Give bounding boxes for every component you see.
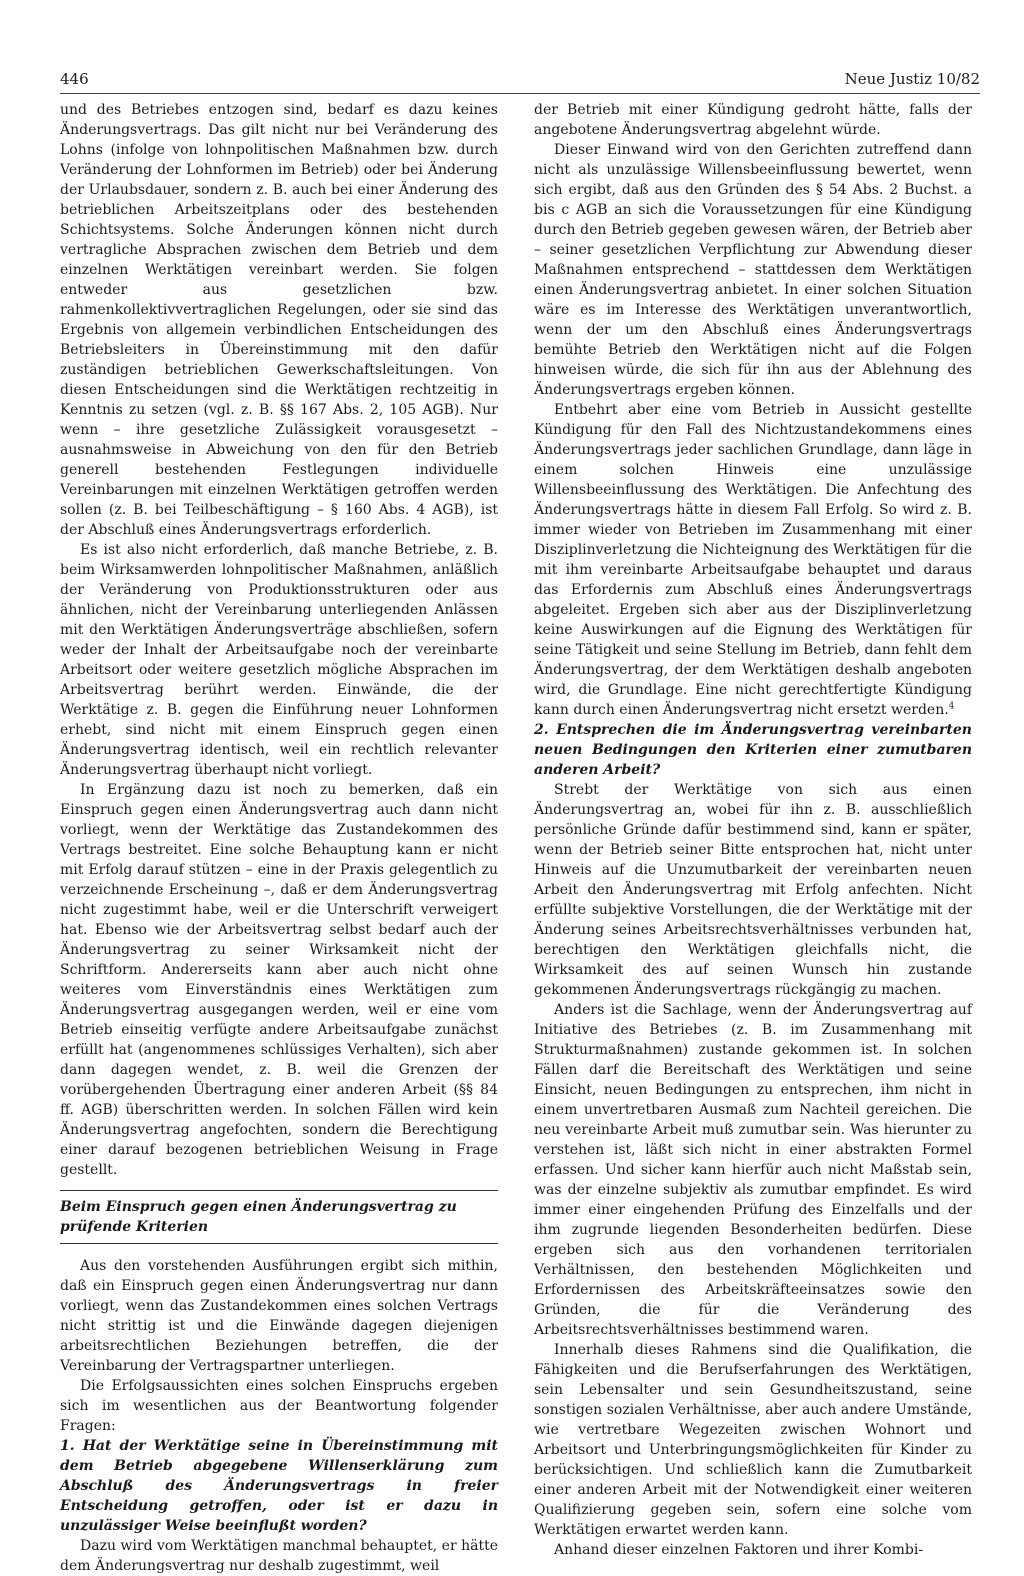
- left-column: [60, 100, 498, 1574]
- paragraph-text: Entbehrt aber eine vom Betrieb in Aussicht gestellte Kündigung für den Fall des Nichtzustandekommens eines Änderungsvertrags jeder sachlichen Grundlage, dann läge in einem solchen Hinweis eine unzulässige Willensbeeinflussung des Werktätigen. Die Anfechtung des Änderungsvertrags hätte in diesem Fall Erfolg. So wird z. B. immer wieder von Betrieben im Zusammenhang mit einer Disziplinverletzung die Nichteignung des Werktätigen für die mit ihm vereinbarte Arbeitsaufgabe behauptet und daraus das Erfordernis zum Abschluß eines Änderungsvertrags abgeleitet. Ergeben sich aber aus der Disziplinverletzung keine Auswirkungen auf die Eignung des Werktätigen für seine Tätigkeit und seine Stellung im Betrieb, dann fehlt dem Änderungsvertrag, der dem Werktätigen deshalb angeboten wird, die Grundlage. Eine nicht gerechtfertigte Kündigung kann durch einen Änderungsvertrag nicht ersetzt werden.: [534, 402, 972, 718]
- paragraph: Innerhalb dieses Rahmens sind die Qualifikation, die Fähigkeiten und die Berufserfahrungen des Werktätigen, sein Lebensalter und sein Gesundheitszustand, seine sonstigen sozialen Verhältnisse, aber auch andere Umstände, wie vertretbare Wegezeiten zwischen Wohnort und Arbeitsort und Unterbringungsmöglichkeiten für Kinder zu berücksichtigen. Und schließlich kann die Zumutbarkeit einer anderen Arbeit mit der Notwendigkeit einer weiteren Qualifizierung gegeben sein, sofern eine solche vom Werktätigen erwartet werden kann.: [534, 1342, 972, 1538]
- paragraph: In Ergänzung dazu ist noch zu bemerken, daß ein Einspruch gegen einen Änderungsvertrag auch dann nicht vorliegt, wenn der Werktätige das Zustandekommen des Vertrags bestreitet. Eine solche Behauptung kann er nicht mit Erfolg darauf stützen – eine in der Praxis gelegentlich zu verzeichnende Erscheinung –, daß er dem Änderungsvertrag nicht zugestimmt habe, weil er die Unterschrift verweigert hat. Ebenso wie der Arbeitsvertrag selbst bedarf auch der Änderungsvertrag zu seiner Wirksamkeit nicht der Schriftform. Andererseits kann aber auch nicht ohne weiteres vom Einverständnis eines Werktätigen zum Änderungsvertrag ausgegangen werden, weil er eine vom Betrieb einseitig verfügte andere Arbeitsaufgabe zunächst erfüllt hat (angenommenes schlüssiges Verhalten), sich aber dann dagegen wendet, z. B. weil die Grenzen der vorübergehenden Übertragung einer anderen Arbeit (§§ 84 ff. AGB) überschritten werden. In solchen Fällen wird kein Änderungsvertrag angefochten, sondern die Berechtigung einer darauf bezogenen betrieblichen Weisung in Frage gestellt.: [60, 782, 498, 1178]
- paragraph: Strebt der Werktätige von sich aus einen Änderungsvertrag an, wobei für ihn z. B. ausschließlich persönliche Gründe dafür bestimmend sind, kann er später, wenn der Betrieb seiner Bitte entsprochen hat, nicht unter Hinweis auf die Unzumutbarkeit der vereinbarten neuen Arbeit den Änderungsvertrag mit Erfolg anfechten. Nicht erfüllte subjektive Vorstellungen, die der Werktätige mit der Änderung seines Arbeitsrechtsverhältnisses verbunden hat, berechtigen den Werktätigen gleichfalls nicht, die Wirksamkeit des auf seinen Wunsch hin zustande gekommenen Änderungsvertrags rückgängig zu machen.: [534, 782, 972, 998]
- question-2: 2. Entsprechen die im Änderungsvertrag vereinbarten neuen Bedingungen den Kriterien einer zumutbaren anderen Arbeit?: [534, 722, 972, 778]
- paragraph: Dazu wird vom Werktätigen manchmal behauptet, er hätte dem Änderungsvertrag nur deshalb zugestimmt, weil: [60, 1538, 498, 1574]
- paragraph: Dieser Einwand wird von den Gerichten zutreffend dann nicht als unzulässige Willensbeeinflussung bewertet, wenn sich ergibt, daß aus den Gründen des § 54 Abs. 2 Buchst. a bis c AGB an sich die Voraussetzungen für eine Kündigung durch den Betrieb gegeben gewesen wären, der Betrieb aber – seiner gesetzlichen Verpflichtung zur Abwendung dieser Maßnahmen entsprechend – stattdessen dem Werktätigen einen Änderungsvertrag anbietet. In einer solchen Situation wäre es im Interesse des Werktätigen unverantwortlich, wenn der um den Abschluß eines Änderungsvertrags bemühte Betrieb den Werktätigen nicht auf die Folgen hinweisen würde, die sich für ihn aus der Ablehnung des Änderungsvertrags ergeben können.: [534, 142, 972, 398]
- footnote-marker: 4: [948, 701, 955, 712]
- paragraph: Es ist also nicht erforderlich, daß manche Betriebe, z. B. beim Wirksamwerden lohnpolitischer Maßnahmen, anläßlich der Veränderung von Produktionsstrukturen oder aus ähnlichen, nicht der Vereinbarung unterliegenden Anlässen mit den Werktätigen Änderungsverträge abschließen, sofern weder der Inhalt der Arbeitsaufgabe noch der vereinbarte Arbeitsort oder weitere gesetzlich mögliche Absprachen im Arbeitsvertrag berührt werden. Einwände, die der Werktätige z. B. gegen die Einführung neuer Lohnformen erhebt, sind nicht mit einem Einspruch gegen einen Änderungsvertrag identisch, weil ein rechtlich relevanter Änderungsvertrag überhaupt nicht vorliegt.: [60, 542, 498, 778]
- paragraph: und des Betriebes entzogen sind, bedarf es dazu keines Änderungsvertrags. Das gilt nicht nur bei Veränderung des Lohns (infolge von lohnpolitischen Maßnahmen bzw. durch Veränderung der Lohnformen im Betrieb) oder bei Änderung der Urlaubsdauer, sondern z. B. auch bei einer Änderung des betrieblichen Arbeitszeitplans oder des bestehenden Schichtsystems. Solche Änderungen können nicht durch vertragliche Absprachen zwischen dem Betrieb und dem einzelnen Werktätigen vereinbart werden. Sie folgen entweder aus gesetzlichen bzw. rahmenkollektivvertraglichen Regelungen, oder sie sind das Ergebnis von allgemein verbindlichen Entscheidungen des Betriebsleiters in Übereinstimmung mit den dafür zuständigen betrieblichen Gewerkschaftsleitungen. Von diesen Entscheidungen sind die Werktätigen rechtzeitig in Kenntnis zu setzen (vgl. z. B. §§ 167 Abs. 2, 105 AGB). Nur wenn – ihre gesetzliche Zulässigkeit vorausgesetzt – ausnahmsweise in Abweichung von den für den Betrieb generell bestehenden Festlegungen individuelle Vereinbarungen mit einzelnen Werktätigen getroffen werden sollen (z. B. bei Teilbeschäftigung – § 160 Abs. 4 AGB), ist der Abschluß eines Änderungsvertrags erforderlich.: [60, 102, 498, 538]
- journal-issue: Neue Justiz 10/82: [844, 70, 980, 88]
- question-1: 1. Hat der Werktätige seine in Übereinstimmung mit dem Betrieb abgegebene Willenserklärung zum Abschluß des Änderungsvertrags in freier Entscheidung getroffen, oder ist er dazu in unzulässiger Weise beeinflußt worden?: [60, 1438, 498, 1534]
- right-column: [534, 100, 972, 1558]
- paragraph: Anders ist die Sachlage, wenn der Änderungsvertrag auf Initiative des Betriebes (z. B. im Zusammenhang mit Strukturmaßnahmen) zustande gekommen ist. In solchen Fällen darf die Bereitschaft des Werktätigen und seine Einsicht, neuen Bedingungen zu entsprechen, ihm nicht in einem unvertretbaren Ausmaß zum Nachteil gereichen. Die neu vereinbarte Arbeit muß zumutbar sein. Was hierunter zu verstehen ist, läßt sich nicht in einer abstrakten Formel erfassen. Und sicher kann hierfür auch nicht Maßstab sein, was der einzelne subjektiv als zumutbar empfindet. Es wird immer einer eingehenden Prüfung des Einzelfalls und der ihm zugrunde liegenden Besonderheiten bedürfen. Diese ergeben sich aus den vorhandenen territorialen Verhältnissen, den bestehenden Möglichkeiten und Erfordernissen des Arbeitskräfteeinsatzes sowie den Gründen, die für die Veränderung des Arbeitsrechtsverhältnisses bestimmend waren.: [534, 1002, 972, 1338]
- page-number: 446: [60, 70, 89, 88]
- paragraph: Die Erfolgsaussichten eines solchen Einspruchs ergeben sich im wesentlichen aus der Beantwortung folgender Fragen:: [60, 1378, 498, 1434]
- section-heading-box: [60, 1190, 498, 1244]
- header-rule: [60, 93, 980, 94]
- paragraph: der Betrieb mit einer Kündigung gedroht hätte, falls der angebotene Änderungsvertrag abgelehnt würde.: [534, 102, 972, 138]
- section-heading: Beim Einspruch gegen einen Änderungsvertrag zu prüfende Kriterien: [60, 1199, 457, 1235]
- paragraph: Aus den vorstehenden Ausführungen ergibt sich mithin, daß ein Einspruch gegen einen Änderungsvertrag nur dann vorliegt, wenn das Zustandekommen eines solchen Vertrags nicht strittig ist und die Einwände dagegen diejenigen arbeitsrechtlichen Beziehungen betreffen, die der Vereinbarung der Vertragspartner unterliegen.: [60, 1258, 498, 1374]
- page-header: [60, 70, 980, 94]
- paragraph: Anhand dieser einzelnen Faktoren und ihrer Kombi-: [554, 1542, 924, 1558]
- paragraph: [534, 400, 972, 720]
